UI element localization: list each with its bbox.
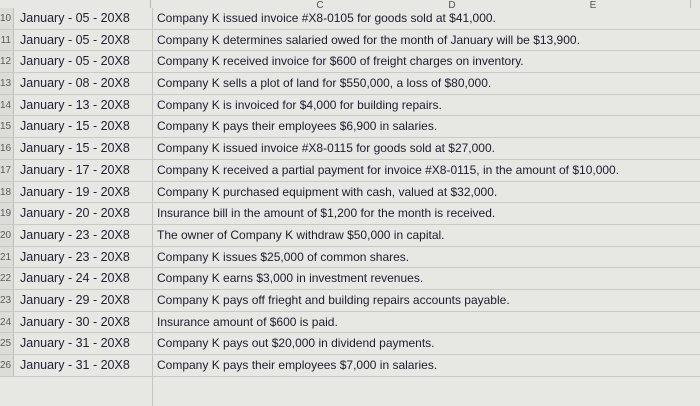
- row-number[interactable]: 12: [0, 51, 14, 72]
- description-cell[interactable]: Company K pays their employees $7,000 in salaries.: [157, 358, 438, 372]
- date-cell[interactable]: January - 20 - 20X8: [20, 206, 130, 221]
- table-row: [0, 51, 700, 73]
- date-cell[interactable]: January - 05 - 20X8: [20, 32, 130, 47]
- table-row: [0, 182, 700, 204]
- table-row: [0, 312, 700, 334]
- column-header-c[interactable]: C: [316, 0, 324, 11]
- date-cell[interactable]: January - 05 - 20X8: [20, 11, 130, 25]
- description-cell[interactable]: Insurance bill in the amount of $1,200 for the month is received.: [157, 206, 496, 221]
- description-cell[interactable]: Company K received a partial payment for invoice #X8-0115, in the amount of $10,000.: [157, 162, 620, 177]
- description-cell[interactable]: Insurance amount of $600 is paid.: [157, 314, 338, 329]
- row-number[interactable]: 11: [0, 30, 14, 51]
- table-row: [0, 73, 700, 95]
- row-number[interactable]: 25: [0, 333, 14, 354]
- date-cell[interactable]: January - 29 - 20X8: [20, 292, 130, 307]
- table-row: [0, 268, 700, 290]
- description-cell[interactable]: Company K issued invoice #X8-0105 for goods sold at $41,000.: [157, 11, 496, 25]
- date-cell[interactable]: January - 17 - 20X8: [20, 162, 130, 177]
- table-row: [0, 95, 700, 117]
- row-number[interactable]: 23: [0, 290, 14, 311]
- date-cell[interactable]: January - 15 - 20X8: [20, 119, 130, 134]
- row-number[interactable]: 19: [0, 203, 14, 224]
- table-row: [0, 355, 700, 377]
- table-row: [0, 290, 700, 312]
- table-row: [0, 116, 700, 138]
- table-row: [0, 30, 700, 52]
- date-cell[interactable]: January - 24 - 20X8: [20, 271, 130, 286]
- row-number[interactable]: 10: [0, 8, 14, 29]
- row-number[interactable]: 24: [0, 312, 14, 333]
- date-cell[interactable]: January - 05 - 20X8: [20, 54, 130, 69]
- row-number[interactable]: 26: [0, 355, 14, 376]
- row-number[interactable]: 21: [0, 247, 14, 268]
- description-cell[interactable]: The owner of Company K withdraw $50,000 in capital.: [157, 227, 445, 242]
- row-number[interactable]: 13: [0, 73, 14, 94]
- description-cell[interactable]: Company K purchased equipment with cash, valued at $32,000.: [157, 184, 498, 199]
- row-number[interactable]: 15: [0, 116, 14, 137]
- date-cell[interactable]: January - 19 - 20X8: [20, 184, 130, 199]
- table-row: [0, 247, 700, 269]
- table-row: [0, 225, 700, 247]
- description-cell[interactable]: Company K is invoiced for $4,000 for building repairs.: [157, 97, 442, 112]
- description-cell[interactable]: Company K received invoice for $600 of freight charges on inventory.: [157, 54, 524, 69]
- date-cell[interactable]: January - 23 - 20X8: [20, 249, 130, 264]
- description-cell[interactable]: Company K earns $3,000 in investment revenues.: [157, 271, 424, 286]
- column-header-e[interactable]: E: [589, 0, 597, 11]
- table-row: [0, 203, 700, 225]
- description-cell[interactable]: Company K determines salaried owed for the month of January will be $13,900.: [157, 32, 580, 47]
- column-divider: [150, 0, 151, 8]
- table-row: [0, 333, 700, 355]
- cell-grid: [0, 8, 700, 377]
- description-cell[interactable]: Company K pays their employees $6,900 in salaries.: [157, 119, 438, 134]
- date-cell[interactable]: January - 31 - 20X8: [20, 358, 130, 372]
- table-row: [0, 138, 700, 160]
- row-number[interactable]: 14: [0, 95, 14, 116]
- date-cell[interactable]: January - 15 - 20X8: [20, 141, 130, 156]
- date-cell[interactable]: January - 30 - 20X8: [20, 314, 130, 329]
- date-cell[interactable]: January - 08 - 20X8: [20, 76, 130, 91]
- date-cell[interactable]: January - 23 - 20X8: [20, 227, 130, 242]
- description-cell[interactable]: Company K pays out $20,000 in dividend payments.: [157, 336, 435, 351]
- date-cell[interactable]: January - 13 - 20X8: [20, 97, 130, 112]
- column-header-d[interactable]: D: [448, 0, 456, 11]
- table-row: [0, 8, 700, 30]
- description-cell[interactable]: Company K issues $25,000 of common shares.: [157, 249, 410, 264]
- row-number[interactable]: 17: [0, 160, 14, 181]
- table-row: [0, 160, 700, 182]
- row-number[interactable]: 16: [0, 138, 14, 159]
- date-cell[interactable]: January - 31 - 20X8: [20, 336, 130, 351]
- column-divider: [690, 0, 691, 8]
- row-number[interactable]: 18: [0, 182, 14, 203]
- description-cell[interactable]: Company K pays off frieght and building repairs accounts payable.: [157, 292, 510, 307]
- description-cell[interactable]: Company K sells a plot of land for $550,000, a loss of $80,000.: [157, 76, 492, 91]
- row-number[interactable]: 22: [0, 268, 14, 289]
- row-number[interactable]: 20: [0, 225, 14, 246]
- description-cell[interactable]: Company K issued invoice #X8-0115 for goods sold at $27,000.: [157, 141, 495, 156]
